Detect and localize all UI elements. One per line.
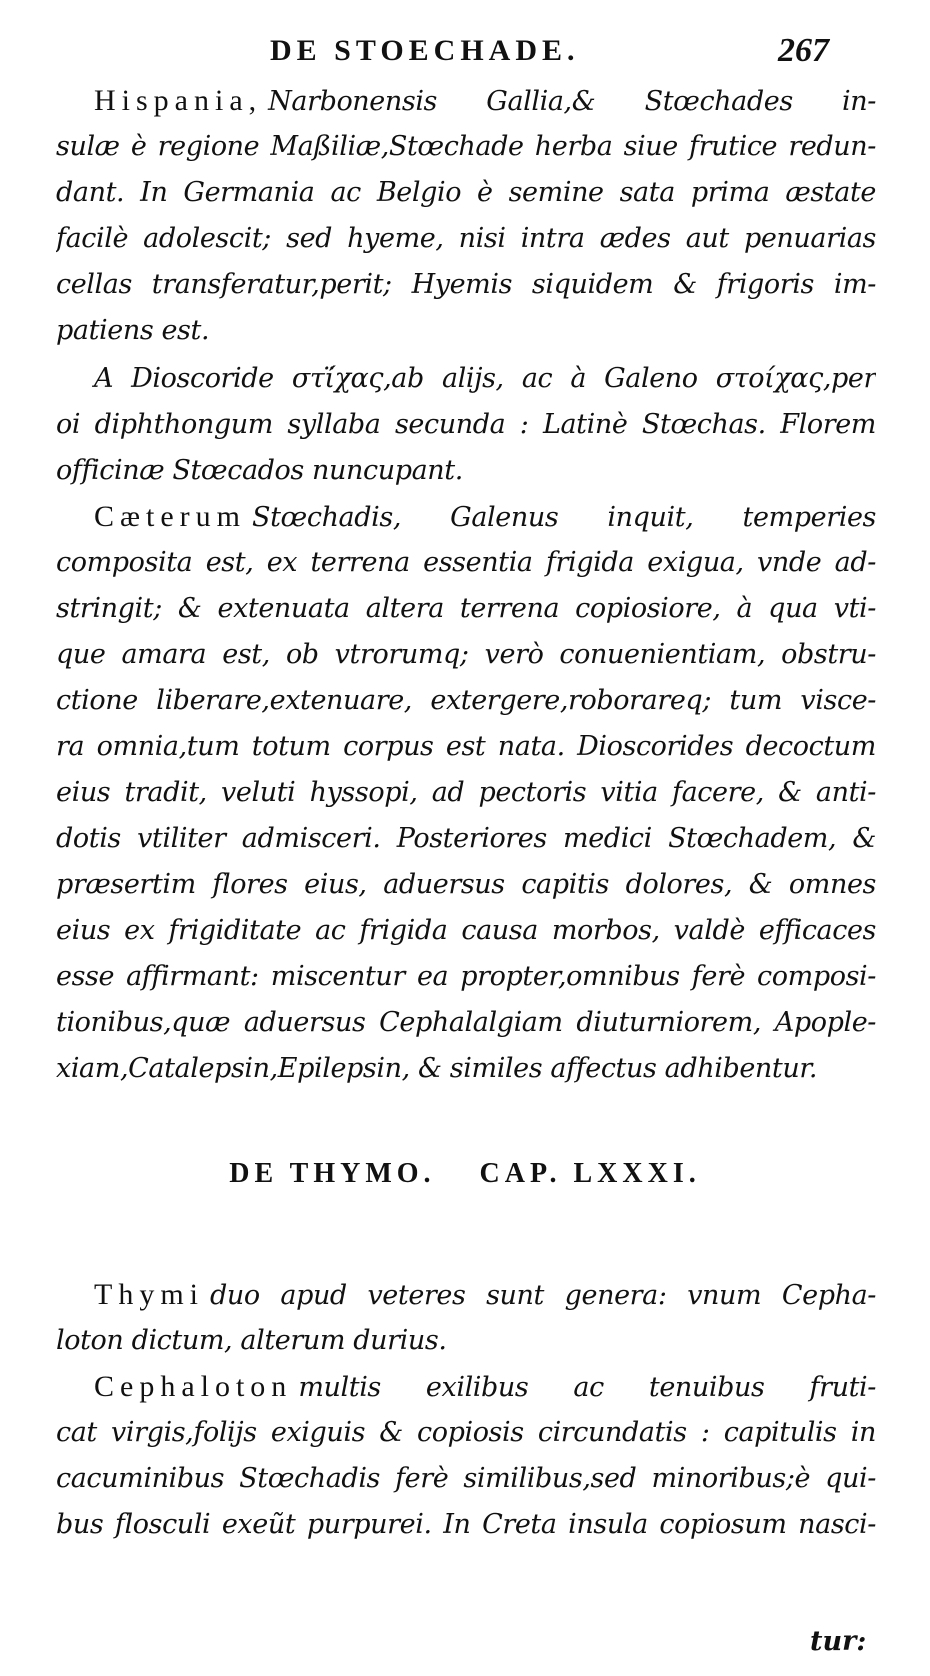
initial-cap-word: Cephaloton <box>94 1370 293 1403</box>
paragraph-cephaloton <box>56 1364 876 1548</box>
initial-cap-word: Hispania, <box>94 84 263 117</box>
text-line: Cæterum Stœchadis, Galenus inquit, temperies <box>94 500 876 533</box>
text-line: loton dictum, alterum durius. <box>56 1325 447 1356</box>
text-line: ctione liberare,extenuare, extergere,roborareq; tum visce- <box>56 685 876 716</box>
text-line: que amara est, ob vtrorumq; verò conuenientiam, obstru- <box>56 639 876 670</box>
text-line: cat virgis,folijs exiguis & copiosis circundatis : capitulis in <box>56 1417 876 1448</box>
paragraph-caeterum <box>56 494 876 1092</box>
text-line: officinæ Stœcados nuncupant. <box>56 455 463 486</box>
text-line: facilè adolescit; sed hyeme, nisi intra ædes aut penuarias <box>56 223 876 254</box>
text-line: Cephaloton multis exilibus ac tenuibus fruti- <box>94 1370 876 1403</box>
page-number: 267 <box>778 32 829 69</box>
paragraph-dioscoride <box>56 356 876 494</box>
text-line: composita est, ex terrena essentia frigida exigua, vnde ad- <box>56 547 876 578</box>
paragraph-hispania <box>56 78 876 354</box>
chapter-number: CAP. LXXXI. <box>479 1158 701 1189</box>
text-line: tionibus,quæ aduersus Cephalalgiam diuturniorem, Apople- <box>56 1007 876 1038</box>
text-line: dant. In Germania ac Belgio è semine sata prima æstate <box>56 177 876 208</box>
text-line: stringit; & extenuata altera terrena copiosiore, à qua vti- <box>56 593 876 624</box>
chapter-heading <box>0 1158 930 1190</box>
page-header <box>0 32 930 82</box>
text-line: cellas transferatur,perit; Hyemis siquidem & frigoris im- <box>56 269 876 300</box>
text-line: esse affirmant: miscentur ea propter,omnibus ferè composi- <box>56 961 876 992</box>
running-head: DE STOECHADE. <box>270 34 580 67</box>
chapter-title: DE THYMO. <box>229 1158 436 1189</box>
text-line: xiam,Catalepsin,Epilepsin, & similes affectus adhibentur. <box>56 1053 818 1084</box>
text-line: sulæ è regione Maßiliæ,Stœchade herba siue frutice redun- <box>56 131 876 162</box>
text-line: cacuminibus Stœchadis ferè similibus,sed minoribus;è qui- <box>56 1463 876 1494</box>
text-line: ra omnia,tum totum corpus est nata. Dioscorides decoctum <box>56 731 876 762</box>
text-line: eius ex frigiditate ac frigida causa morbos, valdè efficaces <box>56 915 876 946</box>
initial-cap-word: Cæterum <box>94 500 246 533</box>
text-line: patiens est. <box>56 315 210 346</box>
text-line: oi diphthongum syllaba secunda : Latinè Stœchas. Florem <box>56 409 876 440</box>
text-line: eius tradit, veluti hyssopi, ad pectoris vitia facere, & anti- <box>56 777 876 808</box>
initial-cap-word: Thymi <box>94 1278 204 1311</box>
text-line: A Dioscoride στί̈χας,ab alijs, ac à Galeno στοίχας,per <box>94 363 876 394</box>
text-line: bus flosculi exeũt purpurei. In Creta insula copiosum nasci- <box>56 1509 876 1540</box>
paragraph-thymi <box>56 1272 876 1364</box>
text-line: dotis vtiliter admisceri. Posteriores medici Stœchadem, & <box>56 823 876 854</box>
text-line: Thymi duo apud veteres sunt genera: vnum Cepha- <box>94 1278 876 1311</box>
text-line: Hispania, Narbonensis Gallia,& Stœchades in- <box>94 84 876 117</box>
catchword: tur: <box>810 1626 867 1657</box>
text-line: præsertim flores eius, aduersus capitis dolores, & omnes <box>56 869 876 900</box>
